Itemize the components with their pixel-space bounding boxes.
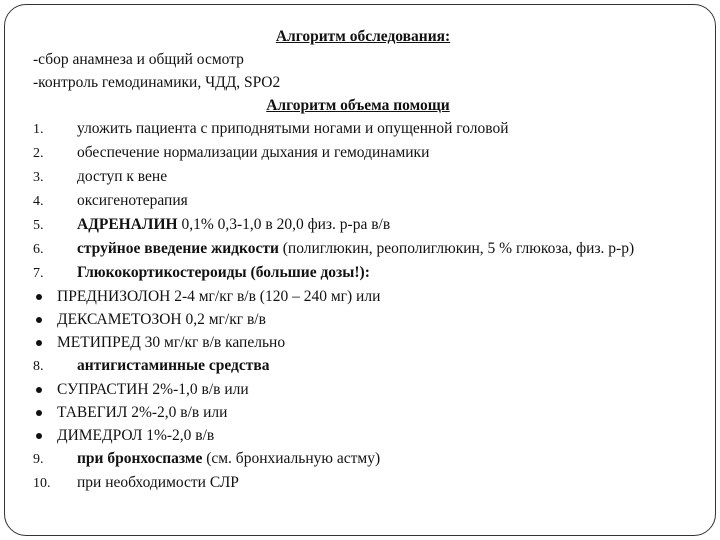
item-bold-text: АДРЕНАЛИН [77, 216, 178, 233]
bullet-item [33, 378, 703, 401]
list-item [33, 117, 703, 141]
list-item [33, 447, 703, 471]
bullet-icon [33, 285, 57, 308]
item-bold-text: антигистаминные средства [77, 357, 270, 374]
item-rest-text: оксигенотерапия [77, 192, 188, 209]
list-item [33, 213, 703, 237]
help-algorithm-title: Алгоритм объема помощи [266, 97, 450, 114]
list-item [33, 165, 703, 189]
bullet-item [33, 424, 703, 447]
item-text [77, 117, 703, 140]
item-number: 6. [33, 242, 44, 257]
bullet-item [33, 308, 703, 331]
item-rest-text: при необходимости СЛР [77, 474, 239, 491]
item-bold-text: струйное введение жидкости [77, 240, 279, 257]
item-number: 4. [33, 194, 44, 209]
item-text [77, 354, 703, 377]
list-item [33, 261, 703, 285]
item-number: 2. [33, 146, 44, 161]
slide-content [33, 25, 703, 495]
item-text [77, 213, 703, 236]
item-text [77, 165, 703, 188]
item-number: 9. [33, 452, 44, 467]
bullet-icon [33, 401, 57, 424]
item-text [77, 447, 703, 470]
bullet-text: ПРЕДНИЗОЛОН 2-4 мг/кг в/в (120 – 240 мг) или [57, 288, 381, 305]
item-number: 1. [33, 122, 44, 137]
bullet-text: ДИМЕДРОЛ 1%-2,0 в/в [57, 427, 215, 444]
bullet-icon [33, 378, 57, 401]
item-number: 7. [33, 266, 44, 281]
list-item [33, 471, 703, 495]
item-bold-text: при бронхоспазме [77, 450, 203, 467]
item-text [77, 261, 703, 284]
item-text [77, 189, 703, 212]
item-rest-text: (см. бронхиальную астму) [202, 450, 381, 467]
bullet-text: ДЕКСАМЕТОЗОН 0,2 мг/кг в/в [57, 311, 266, 328]
item-rest-text: (полиглюкин, реополиглюкин, 5 % глюкоза, физ. р-р) [278, 240, 635, 257]
list-item [33, 189, 703, 213]
item-number: 3. [33, 170, 44, 185]
bullet-icon [33, 424, 57, 447]
item-bold-text: Глюкокортикостероиды (большие дозы!): [77, 264, 370, 281]
item-text [77, 471, 703, 494]
bullet-item [33, 401, 703, 424]
item-number: 5. [33, 218, 44, 233]
bullet-icon [33, 331, 57, 354]
list-item [33, 141, 703, 165]
list-item [33, 237, 703, 261]
item-number: 8. [33, 359, 44, 374]
item-rest-text: уложить пациента с приподнятыми ногами и опущенной головой [77, 120, 509, 137]
item-rest-text: обеспечение нормализации дыхания и гемодинамики [77, 144, 430, 161]
list-item [33, 354, 703, 378]
item-text [77, 237, 703, 260]
bullet-text: МЕТИПРЕД 30 мг/кг в/в капельно [57, 334, 286, 351]
bullet-text: ТАВЕГИЛ 2%-2,0 в/в или [57, 404, 228, 421]
bullet-item [33, 285, 703, 308]
bullet-icon [33, 308, 57, 331]
bullet-item [33, 331, 703, 354]
item-rest-text: 0,1% 0,3-1,0 в 20,0 физ. р-ра в/в [177, 216, 391, 233]
slide-frame [4, 4, 716, 536]
exam-line-anamnesis: -сбор анамнеза и общий осмотр [33, 51, 244, 68]
item-number: 10. [33, 476, 51, 491]
bullet-text: СУПРАСТИН 2%-1,0 в/в или [57, 381, 249, 398]
item-rest-text: доступ к вене [77, 168, 168, 185]
exam-line-hemodynamics: -контроль гемодинамики, ЧДД, SPO2 [33, 74, 281, 91]
exam-algorithm-title: Алгоритм обследования: [275, 28, 451, 45]
item-text [77, 141, 703, 164]
